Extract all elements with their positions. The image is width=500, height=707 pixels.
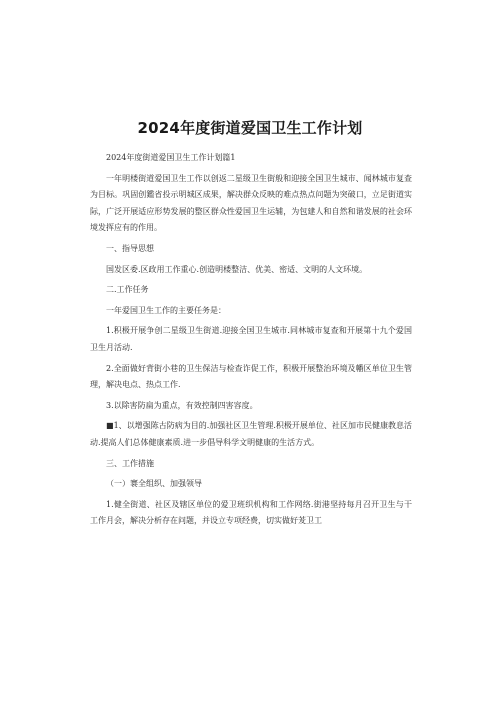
- paragraph-task-2: 2.全面做好背街小巷的卫生保洁与检查诈促工作，积极开展整治环境及幡区单位卫生管理，解决电点、热点工作.: [90, 363, 412, 390]
- paragraph-task-1: 1.积极开展争创二星级卫生街道.迎接全国卫生城市.同林城市复查和开展第十九个爱国卫生月活动.: [90, 326, 412, 352]
- paragraph-task-4: ■1、以增强陈古防病为目的.加强社区卫生管理.积极开展单位、社区加市民健康教息活动.提高人们总体健康素质.进一步倡导科学文明健康的生活方式。: [90, 421, 412, 447]
- section-heading-tasks: 二.工作任务: [106, 285, 149, 295]
- section-heading-guiding-thought: 一、指导思想: [106, 243, 154, 253]
- paragraph-guiding-thought: 国发区委.区政用工作重心.创造明楼整洁、优美、密适、文明的人文环境。: [106, 264, 368, 274]
- document-body: [90, 150, 412, 534]
- paragraph-tasks-intro: 一年爱国卫生工作的主要任务是：: [106, 305, 226, 315]
- paragraph-measure-1: 1.健全街道、社区及辖区单位的爱卫班织机构和工作网络.街港坚持每月召开卫生与干工作月会，解决分析存在问题，并设立专项经费，切实做好茇卫工: [90, 499, 412, 526]
- paragraph-task-3: 3.以除害防扁为重点，有效控制四害容度。: [106, 400, 258, 410]
- paragraph-intro: 一年明楼街道爱国卫生工作以创返二星级卫生街般和迎接全国卫生城市、闻林城市复查为目标。巩固创鑑省投示明城区成果，解决群众反映的难点热点问题为突破口，立足街道实际，广泛开展适应形势发展的整区群众性爱国卫生运辅，为包建人和自然和谐发展的社会环境发挥应有的作用。: [90, 173, 412, 233]
- subsection-heading-organization: （一）褰全组织、加强领导: [106, 479, 202, 489]
- section-heading-measures: 三、工作措施: [106, 458, 154, 468]
- document-title: 2024年度街道爱国卫生工作计划: [137, 119, 363, 137]
- paragraph-subtitle: 2024年度街道爱国卫生工作计划篇1: [106, 153, 236, 162]
